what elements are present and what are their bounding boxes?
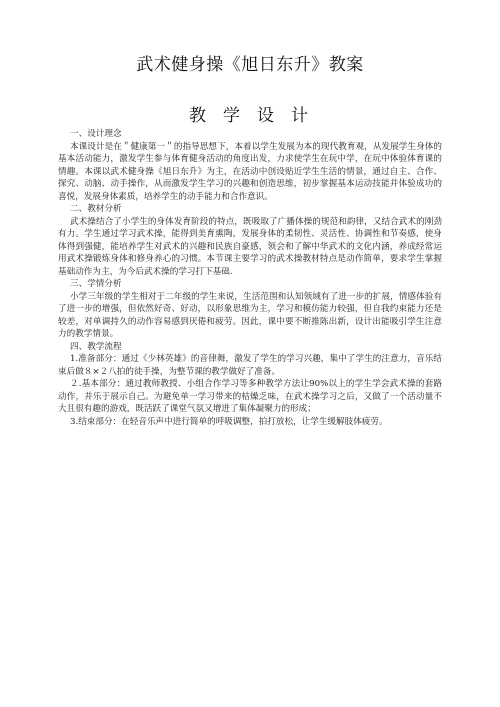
section-heading-material-analysis: 二、教材分析 bbox=[70, 204, 122, 214]
document-subtitle: 教学设计 bbox=[189, 106, 325, 126]
paragraph-basic-part: ２.基本部分：通过教师教授、小组合作学习等多种教学方法让90%以上的学生学会武术操的套路动作，并乐于展示自己。为避免单一学习带来的枯燥乏味，在武术操学习之后，又做了一个活动量不大且很有趣的游戏，既活跃了课堂气氛又增进了集体凝聚力的形成； bbox=[58, 379, 442, 414]
section-heading-student-analysis: 三、学情分析 bbox=[70, 279, 122, 289]
section-heading-design-concept: 一、设计理念 bbox=[70, 129, 122, 139]
document-title: 武术健身操《旭日东升》教案 bbox=[136, 55, 364, 75]
section-heading-teaching-process: 四、教学流程 bbox=[70, 341, 122, 352]
paragraph-design-concept: 本课设计是在＂健康第一＂的指导思想下，本着以学生发展为本的现代教育观，从发展学生身体的基本活动能力，激发学生参与体育健身活动的角度出发，力求使学生在玩中学，在玩中体验体育课的情趣。本课以武术健身操《旭日东升》为主，在活动中创设贴近学生生活的情景，通过自主、合作、探究、动脑、动手操作，从而激发学生学习的兴趣和创造思维，初步掌握基本运动技能并体验成功的喜悦，发展身体素质，培养学生的动手能力和合作意识。 bbox=[58, 141, 442, 202]
document-body bbox=[58, 128, 442, 428]
paragraph-preparation-part: 1.准备部分：通过《少林英雄》的音律舞，激发了学生的学习兴趣，集中了学生的注意力，音乐结束后做８×２八拍的徒手操，为整节课的教学做好了准备。 bbox=[58, 354, 442, 377]
paragraph-student-analysis: 小学三年级的学生相对于二年级的学生来说，生活范围和认知领域有了进一步的扩展，情感体验有了进一步的增强，但依然好奇、好动，以形象思维为主，学习和模仿能力较强，但自我约束能力还是较差，对单调持久的动作容易感到厌倦和疲劳。因此，课中要不断推陈出新，设计出能吸引学生注意力的教学情景。 bbox=[58, 291, 442, 339]
paragraph-material-analysis: 武术操结合了小学生的身体发育阶段的特点，既吸取了广播体操的规范和韵律，又结合武术的刚劲有力。学生通过学习武术操，能得到美育熏陶，发展身体的柔韧性、灵活性、协调性和节奏感，使身体得到强健，能培养学生对武术的兴趣和民族自豪感，领会和了解中华武术的文化内涵，养成经常运用武术操锻炼身体和修身养心的习惯。本节课主要学习的武术操教材特点是动作简单，要求学生掌握基础动作为主，为今后武术操的学习打下基础. bbox=[58, 216, 442, 277]
paragraph-ending-part: 3.结束部分：在轻音乐声中进行简单的呼吸调整，拍打放松，让学生缓解肢体疲劳。 bbox=[70, 416, 388, 427]
